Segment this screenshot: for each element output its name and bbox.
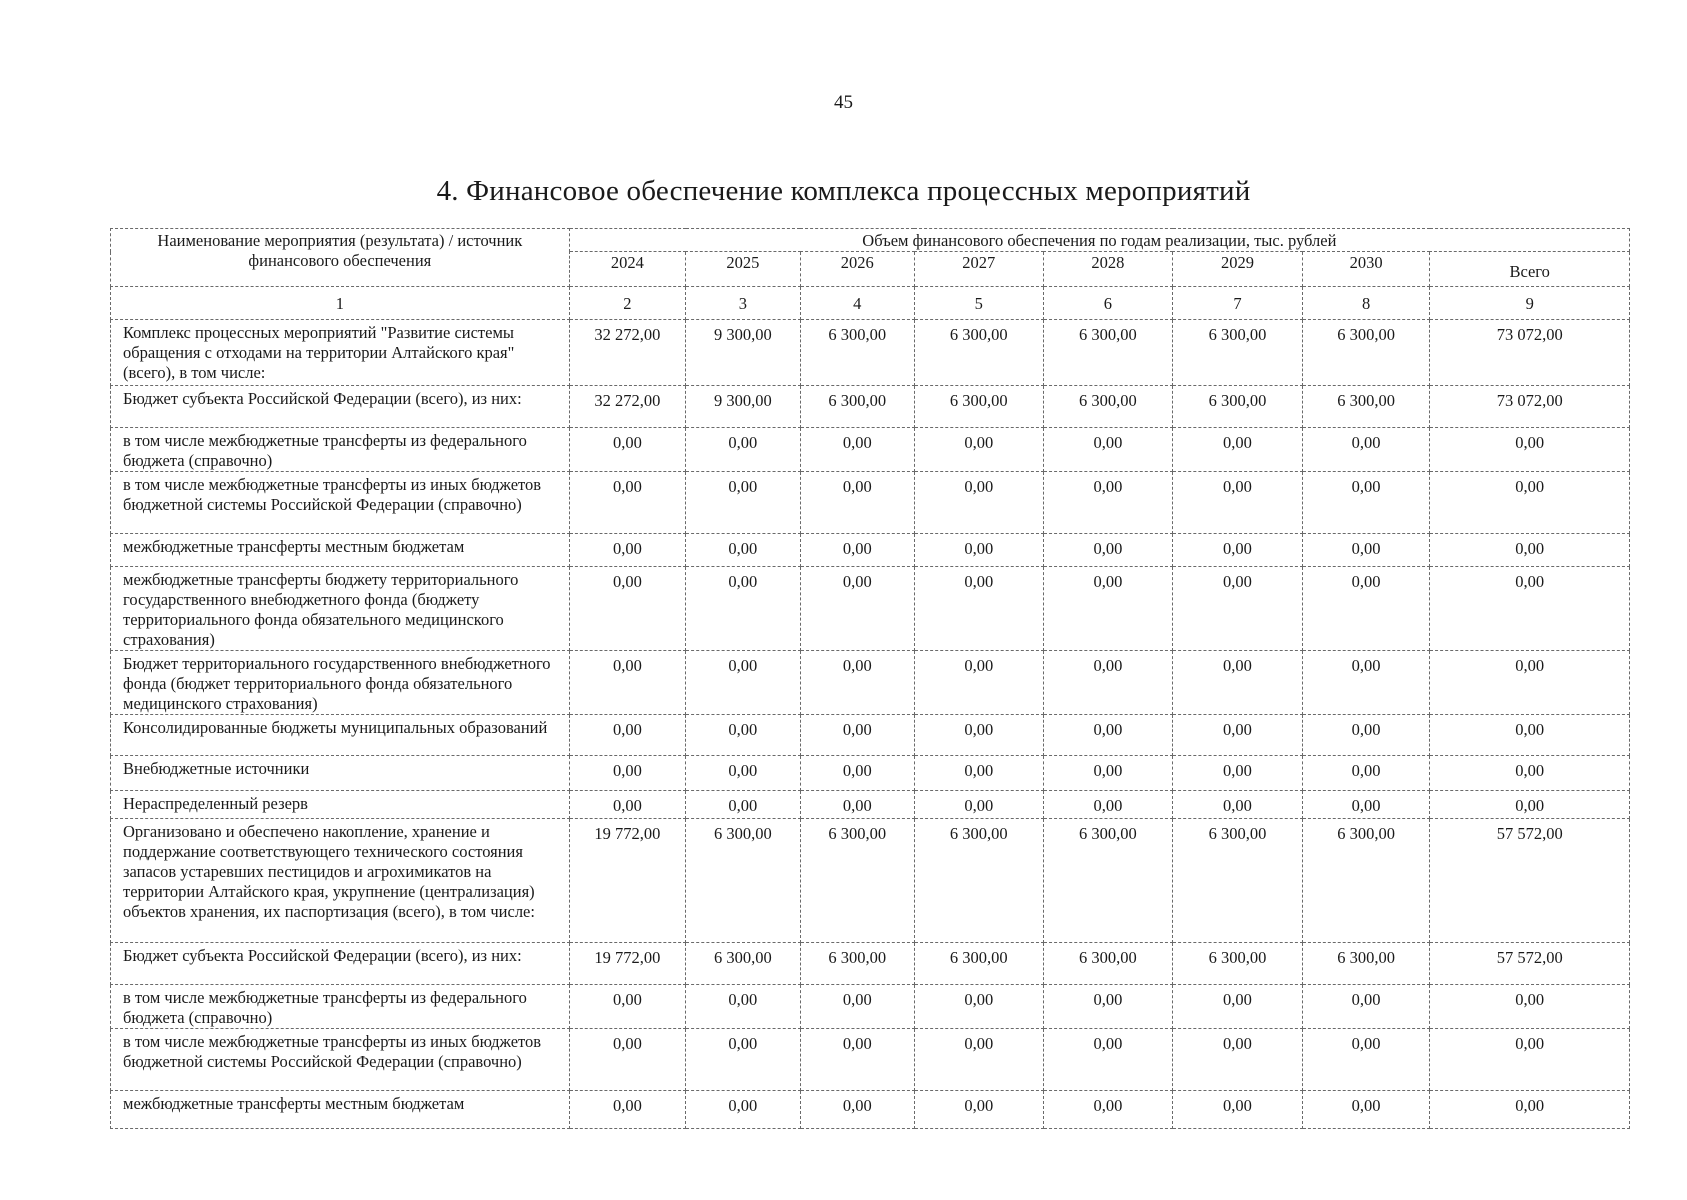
value-2025: 0,00 <box>686 985 800 1029</box>
value-2028: 0,00 <box>1043 567 1173 651</box>
table-row <box>111 1091 1630 1129</box>
value-2028: 0,00 <box>1043 534 1173 567</box>
header-year: 2029 <box>1173 252 1303 287</box>
value-2030: 6 300,00 <box>1302 386 1430 428</box>
table-header <box>111 229 1630 320</box>
value-2026: 0,00 <box>800 428 914 472</box>
column-number-row <box>111 287 1630 320</box>
value-total: 0,00 <box>1430 1029 1630 1091</box>
row-name: в том числе межбюджетные трансферты из федерального бюджета (справочно) <box>111 428 570 472</box>
value-2024: 0,00 <box>569 985 685 1029</box>
value-total: 0,00 <box>1430 985 1630 1029</box>
value-2028: 0,00 <box>1043 756 1173 791</box>
table-row <box>111 1029 1630 1091</box>
value-2027: 0,00 <box>914 756 1043 791</box>
value-2025: 6 300,00 <box>686 943 800 985</box>
value-2028: 0,00 <box>1043 1029 1173 1091</box>
header-year: 2025 <box>686 252 800 287</box>
value-2026: 6 300,00 <box>800 943 914 985</box>
value-2025: 0,00 <box>686 1091 800 1129</box>
value-2025: 0,00 <box>686 472 800 534</box>
value-2027: 0,00 <box>914 651 1043 715</box>
value-2028: 0,00 <box>1043 985 1173 1029</box>
table-row <box>111 715 1630 756</box>
value-2028: 0,00 <box>1043 1091 1173 1129</box>
value-2029: 0,00 <box>1173 756 1303 791</box>
value-total: 0,00 <box>1430 534 1630 567</box>
value-2029: 0,00 <box>1173 472 1303 534</box>
value-2029: 6 300,00 <box>1173 943 1303 985</box>
column-number: 4 <box>800 287 914 320</box>
value-2024: 0,00 <box>569 534 685 567</box>
value-2030: 0,00 <box>1302 1091 1430 1129</box>
header-year: 2028 <box>1043 252 1173 287</box>
value-2030: 0,00 <box>1302 651 1430 715</box>
row-name: в том числе межбюджетные трансферты из иных бюджетов бюджетной системы Российской Федерации (справочно) <box>111 1029 570 1091</box>
value-2028: 0,00 <box>1043 791 1173 819</box>
value-2029: 0,00 <box>1173 1029 1303 1091</box>
value-2029: 0,00 <box>1173 651 1303 715</box>
value-2024: 32 272,00 <box>569 320 685 386</box>
header-year: 2030 <box>1302 252 1430 287</box>
value-2030: 0,00 <box>1302 534 1430 567</box>
value-2029: 0,00 <box>1173 1091 1303 1129</box>
value-total: 0,00 <box>1430 567 1630 651</box>
value-total: 73 072,00 <box>1430 386 1630 428</box>
table-row <box>111 428 1630 472</box>
value-2027: 6 300,00 <box>914 943 1043 985</box>
value-2025: 0,00 <box>686 715 800 756</box>
value-2024: 0,00 <box>569 651 685 715</box>
value-2024: 0,00 <box>569 567 685 651</box>
row-name: межбюджетные трансферты местным бюджетам <box>111 1091 570 1129</box>
value-2026: 6 300,00 <box>800 819 914 943</box>
page-number: 45 <box>834 92 853 113</box>
value-2028: 0,00 <box>1043 472 1173 534</box>
value-2030: 0,00 <box>1302 1029 1430 1091</box>
value-2026: 6 300,00 <box>800 386 914 428</box>
column-number: 7 <box>1173 287 1303 320</box>
value-2026: 6 300,00 <box>800 320 914 386</box>
value-2025: 6 300,00 <box>686 819 800 943</box>
value-2030: 6 300,00 <box>1302 819 1430 943</box>
table-row <box>111 472 1630 534</box>
value-total: 57 572,00 <box>1430 819 1630 943</box>
value-total: 57 572,00 <box>1430 943 1630 985</box>
column-number: 1 <box>111 287 570 320</box>
value-total: 0,00 <box>1430 791 1630 819</box>
table-row <box>111 819 1630 943</box>
header-name-column: Наименование мероприятия (результата) / источник финансового обеспечения <box>111 229 570 287</box>
value-2026: 0,00 <box>800 472 914 534</box>
value-2030: 0,00 <box>1302 756 1430 791</box>
row-name: Внебюджетные источники <box>111 756 570 791</box>
header-funding-group: Объем финансового обеспечения по годам реализации, тыс. рублей <box>569 229 1629 252</box>
column-number: 3 <box>686 287 800 320</box>
value-2027: 0,00 <box>914 428 1043 472</box>
value-2027: 0,00 <box>914 534 1043 567</box>
table-row <box>111 756 1630 791</box>
value-2027: 0,00 <box>914 472 1043 534</box>
value-2025: 9 300,00 <box>686 386 800 428</box>
value-2025: 9 300,00 <box>686 320 800 386</box>
value-2030: 0,00 <box>1302 428 1430 472</box>
table-row <box>111 985 1630 1029</box>
value-2027: 0,00 <box>914 791 1043 819</box>
value-2029: 0,00 <box>1173 985 1303 1029</box>
value-2027: 0,00 <box>914 567 1043 651</box>
financing-table <box>110 228 1630 1129</box>
value-2024: 0,00 <box>569 472 685 534</box>
value-total: 0,00 <box>1430 756 1630 791</box>
value-2026: 0,00 <box>800 756 914 791</box>
value-2024: 0,00 <box>569 756 685 791</box>
value-2024: 0,00 <box>569 791 685 819</box>
value-2026: 0,00 <box>800 567 914 651</box>
value-2026: 0,00 <box>800 651 914 715</box>
value-2025: 0,00 <box>686 651 800 715</box>
value-2026: 0,00 <box>800 791 914 819</box>
row-name: в том числе межбюджетные трансферты из иных бюджетов бюджетной системы Российской Федерации (справочно) <box>111 472 570 534</box>
value-2029: 0,00 <box>1173 715 1303 756</box>
value-total: 0,00 <box>1430 472 1630 534</box>
value-2030: 0,00 <box>1302 715 1430 756</box>
value-total: 0,00 <box>1430 651 1630 715</box>
value-2027: 6 300,00 <box>914 819 1043 943</box>
value-2027: 0,00 <box>914 715 1043 756</box>
value-2030: 0,00 <box>1302 472 1430 534</box>
value-2025: 0,00 <box>686 567 800 651</box>
value-2025: 0,00 <box>686 534 800 567</box>
value-2029: 0,00 <box>1173 428 1303 472</box>
row-name: Бюджет территориального государственного внебюджетного фонда (бюджет территориального фонда обязательного медицинского страхования) <box>111 651 570 715</box>
value-2024: 0,00 <box>569 1029 685 1091</box>
value-2027: 0,00 <box>914 985 1043 1029</box>
table-row <box>111 567 1630 651</box>
value-2030: 0,00 <box>1302 567 1430 651</box>
value-2026: 0,00 <box>800 534 914 567</box>
value-2024: 32 272,00 <box>569 386 685 428</box>
value-total: 0,00 <box>1430 1091 1630 1129</box>
value-2029: 0,00 <box>1173 791 1303 819</box>
table-row <box>111 651 1630 715</box>
row-name: Бюджет субъекта Российской Федерации (всего), из них: <box>111 386 570 428</box>
value-2028: 6 300,00 <box>1043 943 1173 985</box>
header-total: Всего <box>1430 252 1630 287</box>
value-2024: 19 772,00 <box>569 943 685 985</box>
value-2026: 0,00 <box>800 715 914 756</box>
value-2027: 6 300,00 <box>914 386 1043 428</box>
table-row <box>111 320 1630 386</box>
value-2026: 0,00 <box>800 985 914 1029</box>
column-number: 2 <box>569 287 685 320</box>
value-2028: 0,00 <box>1043 428 1173 472</box>
value-total: 0,00 <box>1430 428 1630 472</box>
value-2029: 0,00 <box>1173 567 1303 651</box>
value-2027: 6 300,00 <box>914 320 1043 386</box>
value-2025: 0,00 <box>686 791 800 819</box>
row-name: Консолидированные бюджеты муниципальных образований <box>111 715 570 756</box>
row-name: Бюджет субъекта Российской Федерации (всего), из них: <box>111 943 570 985</box>
column-number: 9 <box>1430 287 1630 320</box>
value-2028: 6 300,00 <box>1043 386 1173 428</box>
value-2024: 19 772,00 <box>569 819 685 943</box>
value-2025: 0,00 <box>686 756 800 791</box>
value-total: 73 072,00 <box>1430 320 1630 386</box>
value-2028: 6 300,00 <box>1043 320 1173 386</box>
value-2029: 6 300,00 <box>1173 320 1303 386</box>
table-row <box>111 534 1630 567</box>
table-body <box>111 320 1630 1129</box>
table-row <box>111 943 1630 985</box>
value-2026: 0,00 <box>800 1091 914 1129</box>
value-2025: 0,00 <box>686 428 800 472</box>
table-row <box>111 791 1630 819</box>
table-row <box>111 386 1630 428</box>
header-year: 2027 <box>914 252 1043 287</box>
value-2026: 0,00 <box>800 1029 914 1091</box>
row-name: Организовано и обеспечено накопление, хранение и поддержание соответствующего технического состояния запасов устаревших пестицидов и агрохимикатов на территории Алтайского края, укрупнение (централизация) объектов хранения, их паспортизация (всего), в том числе: <box>111 819 570 943</box>
row-name: межбюджетные трансферты местным бюджетам <box>111 534 570 567</box>
value-2027: 0,00 <box>914 1091 1043 1129</box>
value-2030: 6 300,00 <box>1302 320 1430 386</box>
header-year: 2026 <box>800 252 914 287</box>
header-row-top <box>111 229 1630 252</box>
value-2028: 6 300,00 <box>1043 819 1173 943</box>
value-2030: 0,00 <box>1302 791 1430 819</box>
page-title: 4. Финансовое обеспечение комплекса процессных мероприятий <box>436 175 1251 207</box>
value-total: 0,00 <box>1430 715 1630 756</box>
value-2024: 0,00 <box>569 1091 685 1129</box>
value-2028: 0,00 <box>1043 651 1173 715</box>
value-2029: 0,00 <box>1173 534 1303 567</box>
row-name: Комплекс процессных мероприятий "Развитие системы обращения с отходами на территории Алтайского края" (всего), в том числе: <box>111 320 570 386</box>
column-number: 5 <box>914 287 1043 320</box>
row-name: межбюджетные трансферты бюджету территориального государственного внебюджетного фонда (бюджету территориального фонда обязательного медицинского страхования) <box>111 567 570 651</box>
value-2024: 0,00 <box>569 715 685 756</box>
value-2030: 0,00 <box>1302 985 1430 1029</box>
value-2030: 6 300,00 <box>1302 943 1430 985</box>
row-name: в том числе межбюджетные трансферты из федерального бюджета (справочно) <box>111 985 570 1029</box>
value-2027: 0,00 <box>914 1029 1043 1091</box>
column-number: 6 <box>1043 287 1173 320</box>
value-2029: 6 300,00 <box>1173 386 1303 428</box>
value-2024: 0,00 <box>569 428 685 472</box>
row-name: Нераспределенный резерв <box>111 791 570 819</box>
column-number: 8 <box>1302 287 1430 320</box>
value-2025: 0,00 <box>686 1029 800 1091</box>
header-year: 2024 <box>569 252 685 287</box>
value-2029: 6 300,00 <box>1173 819 1303 943</box>
value-2028: 0,00 <box>1043 715 1173 756</box>
